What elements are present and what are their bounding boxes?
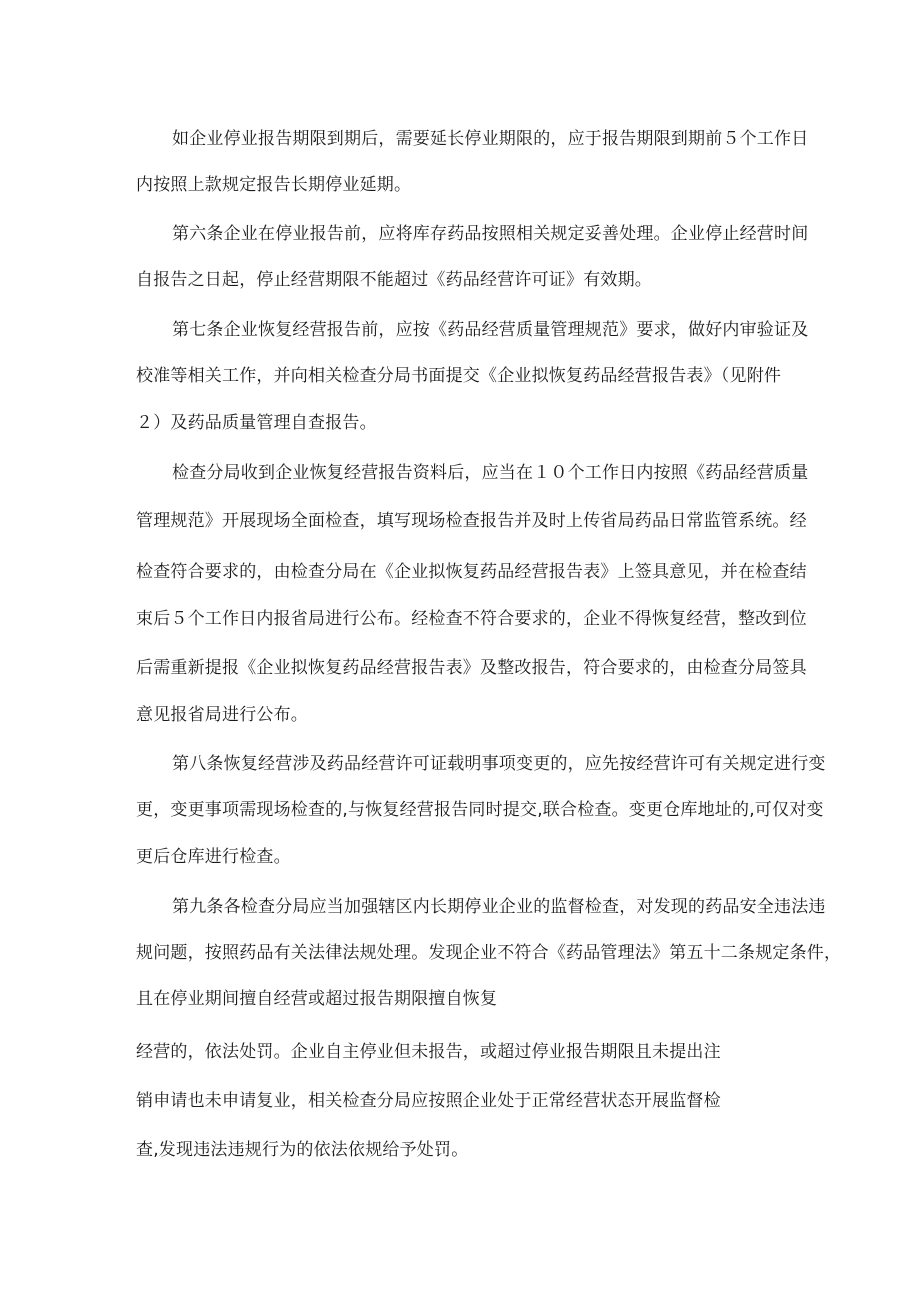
paragraph-line: 内按照上款规定报告长期停业延期。	[136, 175, 412, 195]
paragraph-line: 如企业停业报告期限到期后，需要延长停业期限的，应于报告期限到期前５个工作日	[172, 129, 809, 149]
paragraph-line: 规问题，按照药品有关法律法规处理。发现企业不符合《药品管理法》第五十二条规定条件，	[136, 943, 842, 963]
paragraph-line: 检查符合要求的，由检查分局在《企业拟恢复药品经营报告表》上签具意见，并在检查结	[136, 562, 807, 582]
paragraph-line: ２）及药品质量管理自查报告。	[136, 413, 377, 433]
paragraph-line: 且在停业期间擅自经营或超过报告期限擅自恢复	[136, 989, 498, 1009]
paragraph-line: 意见报省局进行公布。	[136, 705, 308, 725]
paragraph-line: 查,发现违法违规行为的依法依规给予处罚。	[136, 1140, 469, 1160]
paragraph-line: 经营的，依法处罚。企业自主停业但未报告，或超过停业报告期限且未提出注	[136, 1042, 721, 1062]
paragraph-line: 更，变更事项需现场检查的,与恢复经营报告同时提交,联合检查。变更仓库地址的,可仅对变	[136, 800, 824, 820]
paragraph-line: 自报告之日起，停止经营期限不能超过《药品经营许可证》有效期。	[136, 270, 652, 290]
paragraph-line: 校准等相关工作，并向相关检查分局书面提交《企业拟恢复药品经营报告表》（见附件	[136, 366, 782, 386]
paragraph-line: 束后５个工作日内报省局进行公布。经检查不符合要求的，企业不得恢复经营，整改到位	[136, 609, 807, 629]
paragraph-line: 后需重新提报《企业拟恢复药品经营报告表》及整改报告，符合要求的，由检查分局签具	[136, 658, 807, 678]
paragraph-line: 第七条企业恢复经营报告前，应按《药品经营质量管理规范》要求，做好内审验证及	[172, 320, 809, 340]
paragraph-line: 更后仓库进行检查。	[136, 847, 291, 867]
paragraph-line: 第八条恢复经营涉及药品经营许可证载明事项变更的，应先按经营许可有关规定进行变	[172, 754, 826, 774]
paragraph-line: 第九条各检查分局应当加强辖区内长期停业企业的监督检查，对发现的药品安全违法违	[172, 897, 826, 917]
paragraph-line: 检查分局收到企业恢复经营报告资料后，应当在１０个工作日内按照《药品经营质量	[172, 463, 809, 483]
paragraph-line: 管理规范》开展现场全面检查，填写现场检查报告并及时上传省局药品日常监管系统。经	[136, 511, 807, 531]
paragraph-line: 第六条企业在停业报告前，应将库存药品按照相关规定妥善处理。企业停止经营时间	[172, 224, 809, 244]
paragraph-line: 销申请也未申请复业，相关检查分局应按照企业处于正常经营状态开展监督检	[136, 1091, 721, 1111]
